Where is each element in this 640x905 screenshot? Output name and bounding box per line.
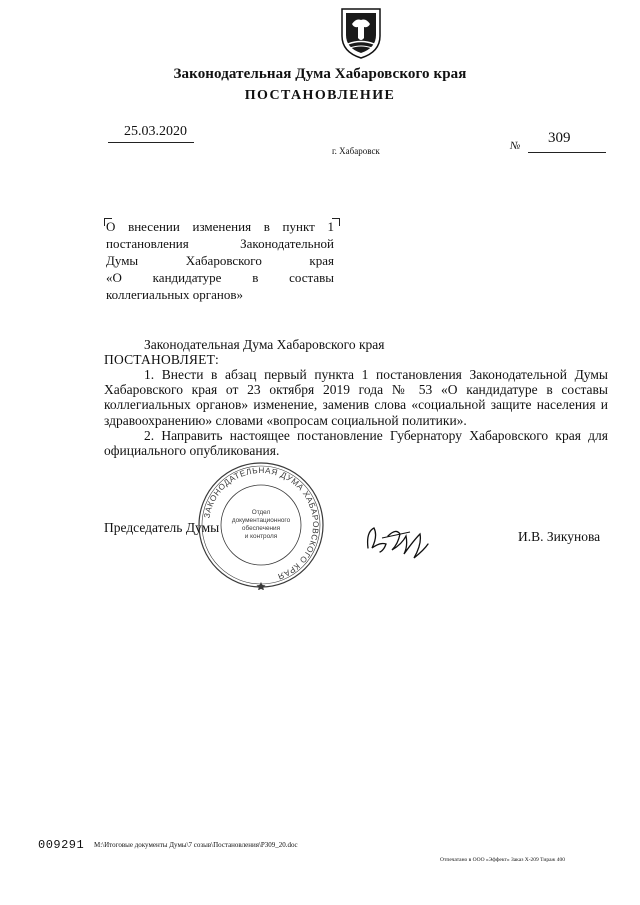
print-note: Отпечатано в ООО «Эффект» Заказ Х-209 Тираж 400 <box>440 857 565 863</box>
body-intro: Законодательная Дума Хабаровского края <box>144 337 385 352</box>
seal-center-line: обеспечения <box>241 525 281 532</box>
date-underline <box>108 142 194 143</box>
document-subject <box>106 218 334 303</box>
document-city: г. Хабаровск <box>332 146 380 156</box>
body-paragraph: 2. Направить настоящее постановление Губернатору Хабаровского края для официального опубликования. <box>104 427 608 459</box>
document-date: 25.03.2020 <box>124 124 187 139</box>
body-paragraph: 1. Внести в абзац первый пункта 1 постановления Законодательной Думы Хабаровского края от 23 октября 2019 года № 53 «О кандидатуре в составы коллегиальных органов» изменение, заменив слова «социальной защите населения и здравоохранению» словами «вопросам социальной политики». <box>104 367 608 428</box>
seal-center-line: и контроля <box>244 533 278 540</box>
document-type: ПОСТАНОВЛЕНИЕ <box>244 88 396 103</box>
subject-line: «О кандидатуре в составы <box>106 270 334 285</box>
document-file-path: M:\Итоговые документы Думы\7 созыв\Постановления\Р309_20.doc <box>94 841 298 849</box>
body-resolves: ПОСТАНОВЛЯЕТ: <box>104 352 219 367</box>
seal-ring-text: ЗАКОНОДАТЕЛЬНАЯ ДУМА ХАБАРОВСКОГО КРАЯ <box>202 465 321 582</box>
seal-center-line: документационного <box>231 517 291 524</box>
subject-corner-left <box>104 218 112 226</box>
subject-line: О внесении изменения в пункт 1 <box>106 219 334 234</box>
handwritten-signature <box>362 514 432 562</box>
subject-line: коллегиальных органов» <box>106 287 243 302</box>
subject-line: Думы Хабаровского края <box>106 253 334 268</box>
body-text <box>104 367 608 458</box>
coat-of-arms-icon <box>338 6 384 60</box>
number-sign: № <box>510 140 521 152</box>
seal-star-icon <box>257 582 266 590</box>
seal-center-line: Отдел <box>251 509 271 516</box>
organization-title: Законодательная Дума Хабаровского края <box>173 66 467 82</box>
document-code: 009291 <box>38 838 85 852</box>
subject-corner-right <box>332 218 340 226</box>
number-underline <box>528 152 606 153</box>
chair-name: И.В. Зикунова <box>518 529 601 544</box>
subject-line: постановления Законодательной <box>106 236 334 251</box>
document-number: 309 <box>548 130 571 146</box>
chair-title: Председатель Думы <box>104 520 220 535</box>
